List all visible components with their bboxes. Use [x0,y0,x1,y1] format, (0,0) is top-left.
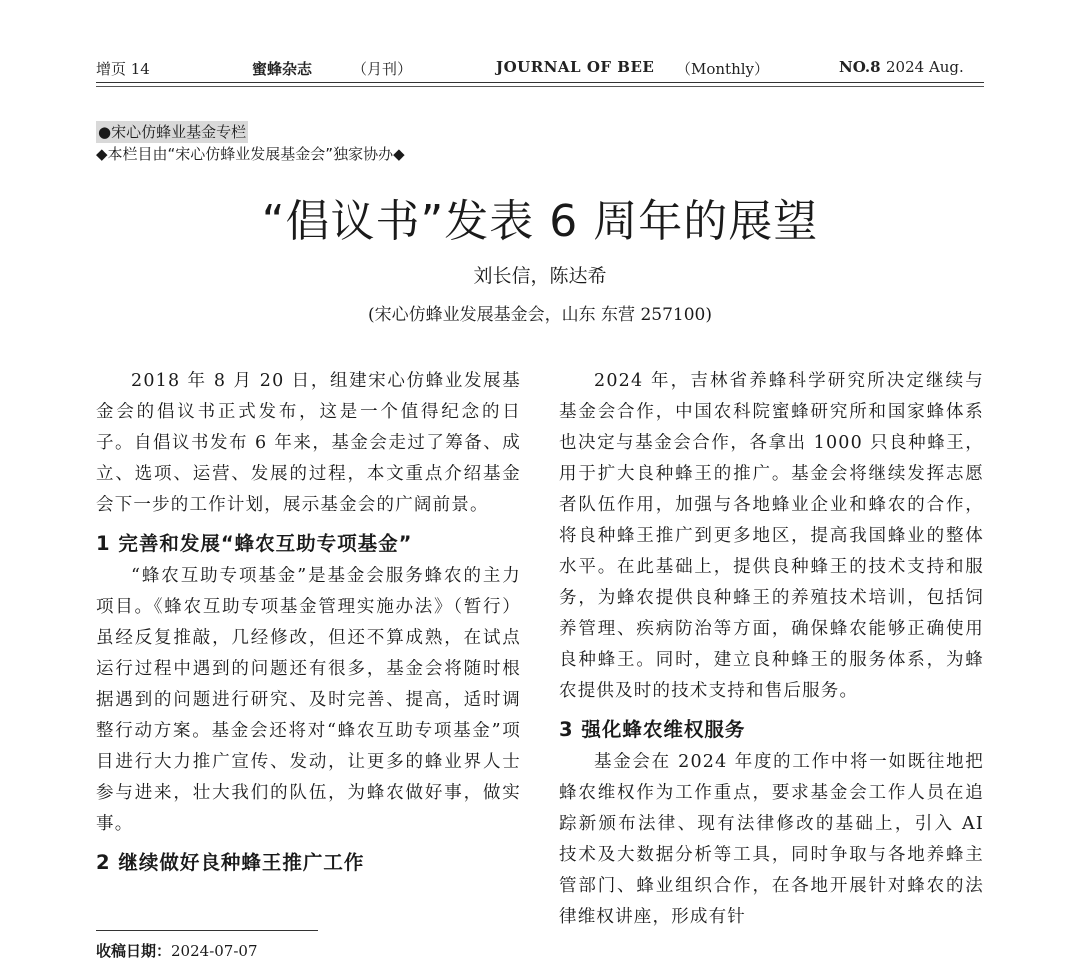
received-date-value: 2024-07-07 [171,942,258,960]
section-1-heading: 1 完善和发展“蜂农互助专项基金” [96,532,413,555]
header-rule-top [96,82,984,83]
intro-paragraph: 2018 年 8 月 20 日，组建宋心仿蜂业发展基金会的倡议书正式发布，这是一个值得纪念的日子。自倡议书发布 6 年来，基金会走过了筹备、成立、选项、运营、发展的过程，本文重点介绍基金会下一步的工作计划，展示基金会的广阔前景。 [96,371,521,515]
header-rule-bottom [96,86,984,87]
section-1-paragraph: “蜂农互助专项基金”是基金会服务蜂农的主力项目。《蜂农互助专项基金管理实施办法》（暂行）虽经反复推敲，几经修改，但还不算成熟，在试点运行过程中遇到的问题还有很多，基金会将随时根据遇到的问题进行研究、及时完善、提高，适时调整行动方案。基金会还将对“蜂农互助专项基金”项目进行大力推广宣传、发动，让更多的蜂业界人士参与进来，壮大我们的队伍，为蜂农做好事，做实事。 [96,566,521,834]
journal-name-en: JOURNAL OF BEE [496,58,655,76]
received-date-label: 收稿日期： [96,942,172,960]
right-column [559,366,984,933]
running-header [96,56,984,82]
page-label: 增页 14 [96,60,150,78]
article-authors: 刘长信，陈达希 [473,265,607,287]
received-date-footnote [96,940,258,962]
column-sponsor-note: ◆本栏目由“宋心仿蜂业发展基金会”独家协办◆ [96,145,405,163]
article-affiliation: (宋心仿蜂业发展基金会，山东 东营 257100) [368,305,712,325]
issue-number: NO.8 [839,58,881,76]
issue-date: 2024 Aug. [886,58,964,76]
section-3-paragraph: 基金会在 2024 年度的工作中将一如既往地把蜂农维权作为工作重点，要求基金会工作人员在追踪新颁布法律、现有法律修改的基础上，引入 AI 技术及大数据分析等工具，同时争取与各地养蜂主管部门、蜂业组织合作，在各地开展针对蜂农的法律维权讲座，形成有针 [559,752,984,927]
section-3-heading: 3 强化蜂农维权服务 [559,718,746,741]
section-2-heading: 2 继续做好良种蜂王推广工作 [96,851,365,874]
section-2-paragraph: 2024 年，吉林省养蜂科学研究所决定继续与基金会合作，中国农科院蜜蜂研究所和国家蜂体系也决定与基金会合作，各拿出 1000 只良种蜂王，用于扩大良种蜂王的推广。基金会将继续发挥志愿者队伍作用，加强与各地蜂业企业和蜂农的合作，将良种蜂王推广到更多地区，提高我国蜂业的整体水平。在此基础上，提供良种蜂王的技术支持和服务，为蜂农提供良种蜂王的养殖技术培训，包括饲养管理、疾病防治等方面，确保蜂农能够正确使用良种蜂王。同时，建立良种蜂王的服务体系，为蜂农提供及时的技术支持和售后服务。 [559,371,984,701]
frequency-cn: （月刊） [352,60,413,78]
frequency-en: （Monthly） [676,60,770,78]
column-tag: ●宋心仿蜂业基金专栏 [98,123,247,141]
left-column [96,366,521,880]
footnote-rule [96,930,318,931]
article-title: “倡议书”发表 6 周年的展望 [261,196,819,247]
journal-name-cn: 蜜蜂杂志 [252,60,313,78]
